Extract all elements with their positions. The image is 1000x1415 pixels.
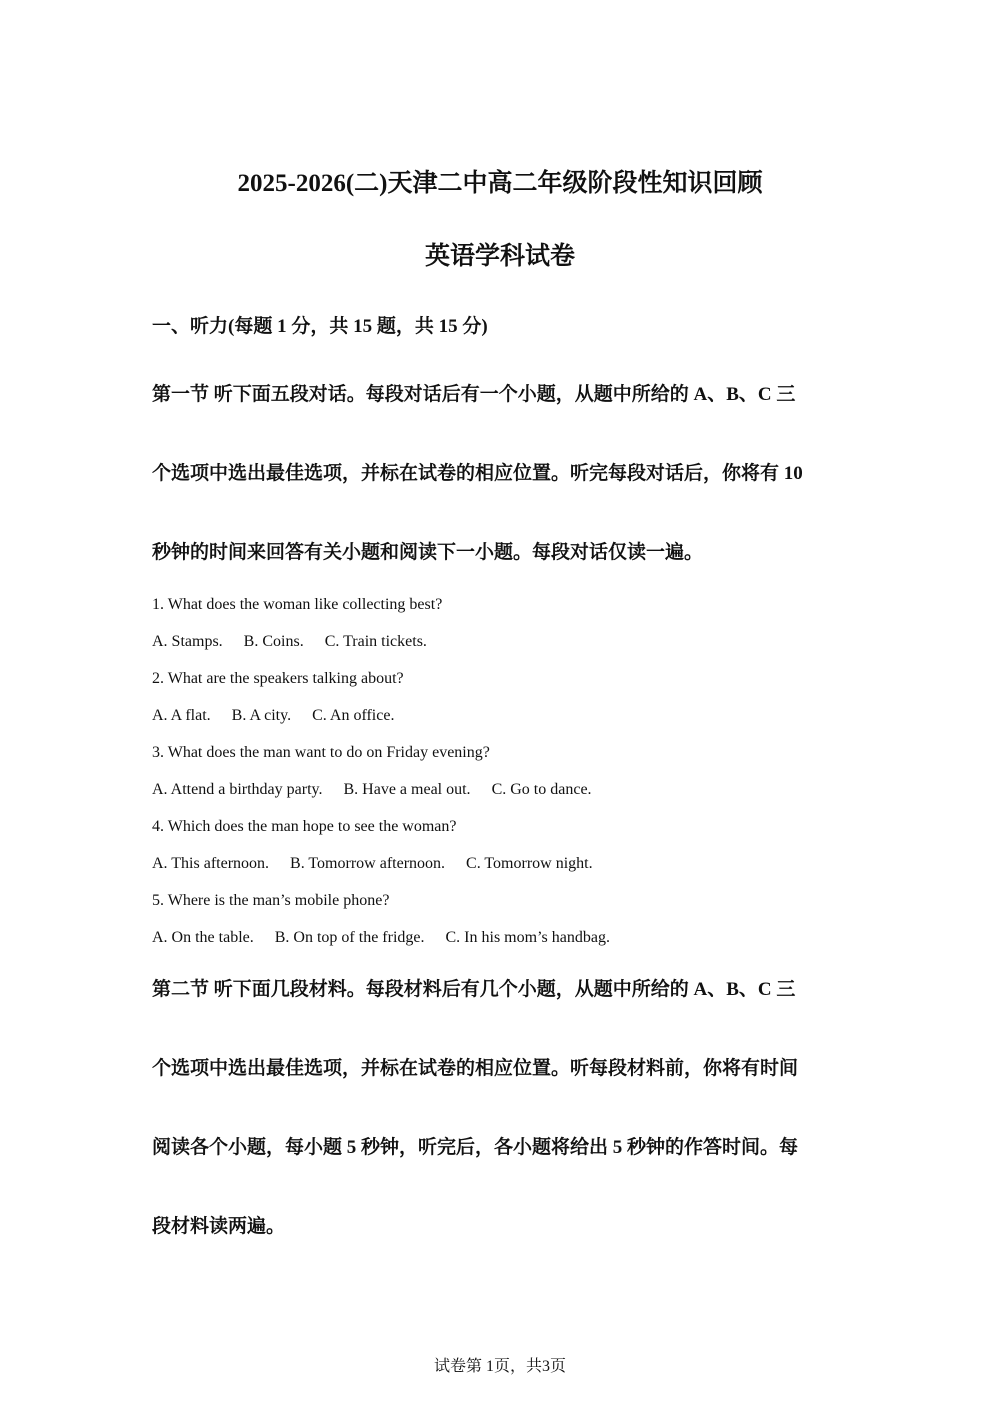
instruction-line: 第二节 听下面几段材料。每段材料后有几个小题，从题中所给的 A、B、C 三 bbox=[152, 979, 796, 1000]
question-text: 1. What does the woman like collecting best? bbox=[152, 596, 443, 613]
option-b: B. Coins. bbox=[243, 633, 304, 650]
instruction-line: 段材料读两遍。 bbox=[152, 1216, 286, 1237]
option-b: B. Have a meal out. bbox=[343, 781, 471, 798]
question-list bbox=[152, 593, 852, 963]
question-text: 2. What are the speakers talking about? bbox=[152, 670, 404, 687]
option-a: A. This afternoon. bbox=[152, 855, 270, 872]
exam-title: 2025-2026(二)天津二中高二年级阶段性知识回顾 bbox=[237, 170, 763, 197]
option-c: C. Train tickets. bbox=[324, 633, 427, 650]
option-a: A. Attend a birthday party. bbox=[152, 781, 323, 798]
option-a: A. On the table. bbox=[152, 929, 254, 946]
option-b: B. A city. bbox=[231, 707, 292, 724]
option-c: C. An office. bbox=[312, 707, 395, 724]
exam-subject-title: 英语学科试卷 bbox=[424, 243, 575, 270]
answer-options bbox=[152, 778, 852, 815]
section-2-instructions bbox=[152, 975, 852, 1291]
instruction-line: 第一节 听下面五段对话。每段对话后有一个小题，从题中所给的 A、B、C 三 bbox=[152, 384, 796, 405]
part-listening-heading: 一、听力(每题 1 分，共 15 题，共 15 分) bbox=[152, 316, 488, 337]
question-text: 3. What does the man want to do on Friday evening? bbox=[152, 744, 490, 761]
instruction-line: 个选项中选出最佳选项，并标在试卷的相应位置。听每段材料前，你将有时间 bbox=[152, 1058, 799, 1079]
section-1-instructions bbox=[152, 380, 852, 617]
answer-options bbox=[152, 852, 852, 889]
answer-options bbox=[152, 926, 852, 963]
option-a: A. A flat. bbox=[152, 707, 211, 724]
instruction-line: 秒钟的时间来回答有关小题和阅读下一小题。每段对话仅读一遍。 bbox=[152, 542, 704, 563]
instruction-line: 个选项中选出最佳选项，并标在试卷的相应位置。听完每段对话后，你将有 10 bbox=[152, 463, 803, 484]
instruction-line: 阅读各个小题，每小题 5 秒钟，听完后，各小题将给出 5 秒钟的作答时间。每 bbox=[152, 1137, 799, 1158]
option-b: B. On top of the fridge. bbox=[274, 929, 425, 946]
question-text: 5. Where is the man’s mobile phone? bbox=[152, 892, 390, 909]
question-text: 4. Which does the man hope to see the woman? bbox=[152, 818, 457, 835]
answer-options bbox=[152, 704, 852, 741]
option-c: C. In his mom’s handbag. bbox=[445, 929, 610, 946]
option-a: A. Stamps. bbox=[152, 633, 223, 650]
answer-options bbox=[152, 630, 852, 667]
page-footer: 试卷第 1页，共3页 bbox=[433, 1358, 566, 1375]
option-c: C. Tomorrow night. bbox=[466, 855, 593, 872]
option-b: B. Tomorrow afternoon. bbox=[290, 855, 446, 872]
option-c: C. Go to dance. bbox=[491, 781, 592, 798]
